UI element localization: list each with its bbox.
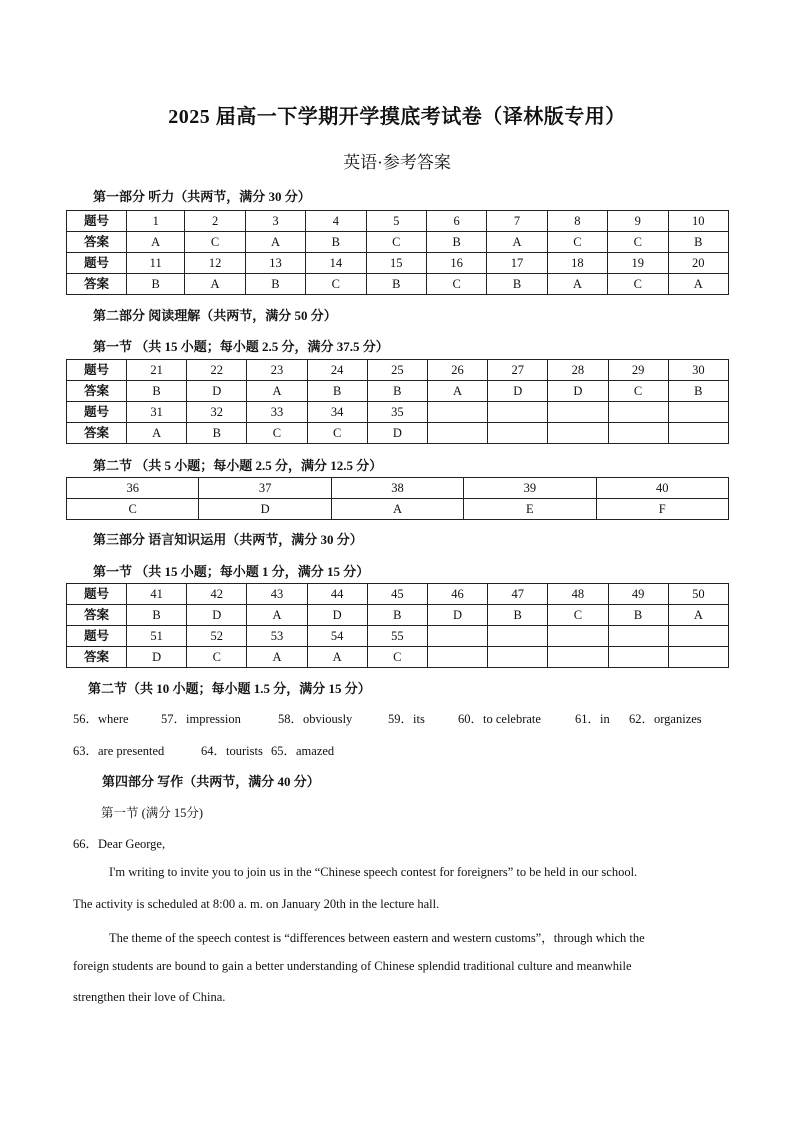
- question-number-cell: [488, 402, 548, 423]
- question-number-cell: 8: [547, 211, 607, 232]
- question-number-cell: 25: [367, 360, 427, 381]
- answer-cell: A: [668, 605, 728, 626]
- question-number-cell: 6: [426, 211, 486, 232]
- part1-heading: 第一部分 听力（共两节，满分 30 分）: [93, 189, 311, 204]
- answer-cell: B: [488, 605, 548, 626]
- answer-cell: D: [548, 381, 608, 402]
- question-number-cell: [427, 402, 487, 423]
- question-number-row: [67, 360, 729, 381]
- fill-answer: 62．organizes: [629, 712, 702, 726]
- answer-row: [67, 499, 729, 520]
- answer-cell: B: [367, 605, 427, 626]
- part2-sec1-heading: 第一节 （共 15 小题；每小题 2.5 分，满分 37.5 分）: [93, 339, 389, 354]
- answer-cell: A: [307, 647, 367, 668]
- answer-cell: A: [245, 232, 305, 253]
- question-number-cell: 38: [331, 478, 463, 499]
- answer-cell: A: [247, 605, 307, 626]
- part3-sec1-heading: 第一节 （共 15 小题；每小题 1 分，满分 15 分）: [93, 564, 370, 579]
- answer-cell: B: [187, 423, 247, 444]
- question-number-cell: 54: [307, 626, 367, 647]
- row-label-question: 题号: [67, 584, 127, 605]
- row-label-question: 题号: [67, 626, 127, 647]
- question-number-cell: 13: [245, 253, 305, 274]
- question-number-row: [67, 626, 729, 647]
- letter-salutation: 66．Dear George,: [73, 837, 166, 851]
- letter-para1-line2: The activity is scheduled at 8:00 a. m. on January 20th in the lecture hall.: [73, 897, 440, 911]
- answer-cell: B: [245, 274, 305, 295]
- answer-cell: [548, 647, 608, 668]
- answer-cell: D: [199, 499, 331, 520]
- question-number-cell: 49: [608, 584, 668, 605]
- answer-cell: A: [247, 381, 307, 402]
- row-label-question: 题号: [67, 211, 127, 232]
- question-number-cell: 29: [608, 360, 668, 381]
- answer-cell: A: [331, 499, 463, 520]
- question-number-cell: 2: [185, 211, 245, 232]
- question-number-cell: 50: [668, 584, 728, 605]
- question-number-cell: 17: [487, 253, 547, 274]
- answer-cell: A: [668, 274, 729, 295]
- question-number-cell: 44: [307, 584, 367, 605]
- answer-cell: C: [366, 232, 426, 253]
- fill-answer: 58．obviously: [278, 712, 353, 726]
- part2-sec2-answer-table: [66, 477, 729, 520]
- answer-cell: B: [127, 381, 187, 402]
- answer-cell: C: [187, 647, 247, 668]
- question-number-cell: 41: [127, 584, 187, 605]
- question-number-cell: 24: [307, 360, 367, 381]
- answer-row: [67, 605, 729, 626]
- question-number-cell: 33: [247, 402, 307, 423]
- fill-answer: 60．to celebrate: [458, 712, 541, 726]
- answer-cell: [427, 647, 487, 668]
- question-number-row: [67, 478, 729, 499]
- answer-cell: B: [426, 232, 486, 253]
- row-label-answer: 答案: [67, 647, 127, 668]
- answer-cell: C: [306, 274, 366, 295]
- question-number-row: [67, 211, 729, 232]
- answer-cell: [548, 423, 608, 444]
- row-label-answer: 答案: [67, 423, 127, 444]
- part3-sec2-heading: 第二节（共 10 小题；每小题 1.5 分，满分 15 分）: [88, 681, 371, 696]
- answer-cell: B: [367, 381, 427, 402]
- answer-cell: C: [547, 232, 607, 253]
- answer-cell: E: [464, 499, 596, 520]
- question-number-cell: [488, 626, 548, 647]
- question-number-cell: [668, 626, 728, 647]
- answer-cell: C: [247, 423, 307, 444]
- part3-sec1-answer-table: [66, 583, 729, 668]
- part4-sec1-heading: 第一节 (满分 15分): [101, 806, 204, 820]
- part2-sec2-heading: 第二节 （共 5 小题；每小题 2.5 分，满分 12.5 分）: [93, 458, 383, 473]
- question-number-row: [67, 584, 729, 605]
- fill-answer: 63．are presented: [73, 744, 165, 758]
- question-number-cell: 5: [366, 211, 426, 232]
- question-number-cell: [548, 402, 608, 423]
- question-number-cell: 4: [306, 211, 366, 232]
- question-number-cell: 27: [488, 360, 548, 381]
- answer-cell: A: [427, 381, 487, 402]
- question-number-row: [67, 402, 729, 423]
- question-number-cell: 1: [127, 211, 185, 232]
- page-title: 2025 届高一下学期开学摸底考试卷（译林版专用）: [168, 106, 626, 128]
- row-label-answer: 答案: [67, 381, 127, 402]
- answer-cell: [608, 647, 668, 668]
- question-number-cell: 21: [127, 360, 187, 381]
- question-number-cell: 47: [488, 584, 548, 605]
- answer-cell: C: [185, 232, 245, 253]
- row-label-question: 题号: [67, 402, 127, 423]
- question-number-cell: 42: [187, 584, 247, 605]
- answer-cell: C: [608, 232, 668, 253]
- answer-cell: B: [127, 274, 185, 295]
- question-number-cell: 9: [608, 211, 668, 232]
- answer-cell: A: [487, 232, 547, 253]
- answer-cell: D: [488, 381, 548, 402]
- row-label-answer: 答案: [67, 274, 127, 295]
- question-number-cell: 18: [547, 253, 607, 274]
- answer-cell: C: [426, 274, 486, 295]
- answer-cell: D: [187, 381, 247, 402]
- question-number-cell: 23: [247, 360, 307, 381]
- fill-line-1: [73, 709, 702, 727]
- fill-line-2: [73, 741, 334, 759]
- question-number-row: [67, 253, 729, 274]
- question-number-cell: 12: [185, 253, 245, 274]
- question-number-cell: [608, 626, 668, 647]
- question-number-cell: 35: [367, 402, 427, 423]
- answer-cell: D: [127, 647, 187, 668]
- answer-cell: D: [307, 605, 367, 626]
- fill-answer: 59．its: [388, 712, 425, 726]
- question-number-cell: 34: [307, 402, 367, 423]
- answer-row: [67, 232, 729, 253]
- row-label-answer: 答案: [67, 605, 127, 626]
- fill-answer: 57．impression: [161, 712, 241, 726]
- question-number-cell: [608, 402, 668, 423]
- answer-cell: D: [427, 605, 487, 626]
- question-number-cell: [427, 626, 487, 647]
- answer-cell: B: [366, 274, 426, 295]
- question-number-cell: 10: [668, 211, 729, 232]
- letter-para1-line1: I'm writing to invite you to join us in the “Chinese speech contest for foreigners” to be held in our school.: [109, 865, 638, 879]
- row-label-question: 题号: [67, 360, 127, 381]
- question-number-cell: 26: [427, 360, 487, 381]
- answer-cell: B: [487, 274, 547, 295]
- question-number-cell: 48: [548, 584, 608, 605]
- question-number-cell: 43: [247, 584, 307, 605]
- answer-cell: A: [127, 423, 187, 444]
- part2-sec1-answer-table: [66, 359, 729, 444]
- part1-answer-table: [66, 210, 729, 295]
- letter-para2-line3: strengthen their love of China.: [73, 990, 226, 1004]
- answer-cell: C: [307, 423, 367, 444]
- question-number-cell: 22: [187, 360, 247, 381]
- part2-heading: 第二部分 阅读理解（共两节，满分 50 分）: [93, 308, 337, 323]
- question-number-cell: 28: [548, 360, 608, 381]
- question-number-cell: 40: [596, 478, 728, 499]
- fill-answer: 61．in: [575, 712, 610, 726]
- question-number-cell: 15: [366, 253, 426, 274]
- question-number-cell: [548, 626, 608, 647]
- question-number-cell: 16: [426, 253, 486, 274]
- question-number-cell: 7: [487, 211, 547, 232]
- page-subtitle: 英语·参考答案: [343, 153, 451, 172]
- question-number-cell: 14: [306, 253, 366, 274]
- answer-cell: [427, 423, 487, 444]
- question-number-cell: 53: [247, 626, 307, 647]
- question-number-cell: 11: [127, 253, 185, 274]
- answer-cell: A: [547, 274, 607, 295]
- answer-cell: [668, 647, 728, 668]
- question-number-cell: 30: [668, 360, 728, 381]
- answer-cell: C: [548, 605, 608, 626]
- question-number-cell: 39: [464, 478, 596, 499]
- answer-cell: [608, 423, 668, 444]
- question-number-cell: 20: [668, 253, 729, 274]
- answer-cell: A: [127, 232, 185, 253]
- answer-cell: B: [608, 605, 668, 626]
- answer-cell: D: [367, 423, 427, 444]
- question-number-cell: 45: [367, 584, 427, 605]
- question-number-cell: 37: [199, 478, 331, 499]
- letter-para2-line1: The theme of the speech contest is “differences between eastern and western customs”，through which the: [109, 931, 645, 945]
- answer-cell: B: [307, 381, 367, 402]
- fill-answer: 64．tourists: [201, 744, 263, 758]
- row-label-question: 题号: [67, 253, 127, 274]
- answer-cell: [488, 423, 548, 444]
- answer-cell: D: [187, 605, 247, 626]
- part3-heading: 第三部分 语言知识运用（共两节，满分 30 分）: [93, 532, 363, 547]
- question-number-cell: 32: [187, 402, 247, 423]
- letter-para2-line2: foreign students are bound to gain a better understanding of Chinese splendid traditional culture and meanwhile: [73, 959, 632, 973]
- answer-cell: A: [247, 647, 307, 668]
- question-number-cell: 55: [367, 626, 427, 647]
- question-number-cell: 46: [427, 584, 487, 605]
- answer-row: [67, 423, 729, 444]
- answer-cell: C: [608, 381, 668, 402]
- question-number-cell: 3: [245, 211, 305, 232]
- question-number-cell: [668, 402, 728, 423]
- question-number-cell: 36: [67, 478, 199, 499]
- question-number-cell: 19: [608, 253, 668, 274]
- answer-cell: B: [306, 232, 366, 253]
- fill-answer: 65．amazed: [271, 744, 335, 758]
- row-label-answer: 答案: [67, 232, 127, 253]
- answer-cell: C: [608, 274, 668, 295]
- fill-answer: 56．where: [73, 712, 129, 726]
- question-number-cell: 52: [187, 626, 247, 647]
- answer-cell: C: [367, 647, 427, 668]
- answer-row: [67, 647, 729, 668]
- answer-cell: A: [185, 274, 245, 295]
- question-number-cell: 31: [127, 402, 187, 423]
- answer-row: [67, 274, 729, 295]
- answer-cell: B: [668, 381, 728, 402]
- answer-cell: B: [668, 232, 729, 253]
- part4-heading: 第四部分 写作（共两节，满分 40 分）: [102, 774, 320, 789]
- answer-cell: [668, 423, 728, 444]
- answer-cell: C: [67, 499, 199, 520]
- answer-row: [67, 381, 729, 402]
- question-number-cell: 51: [127, 626, 187, 647]
- answer-cell: B: [127, 605, 187, 626]
- answer-cell: F: [596, 499, 728, 520]
- answer-cell: [488, 647, 548, 668]
